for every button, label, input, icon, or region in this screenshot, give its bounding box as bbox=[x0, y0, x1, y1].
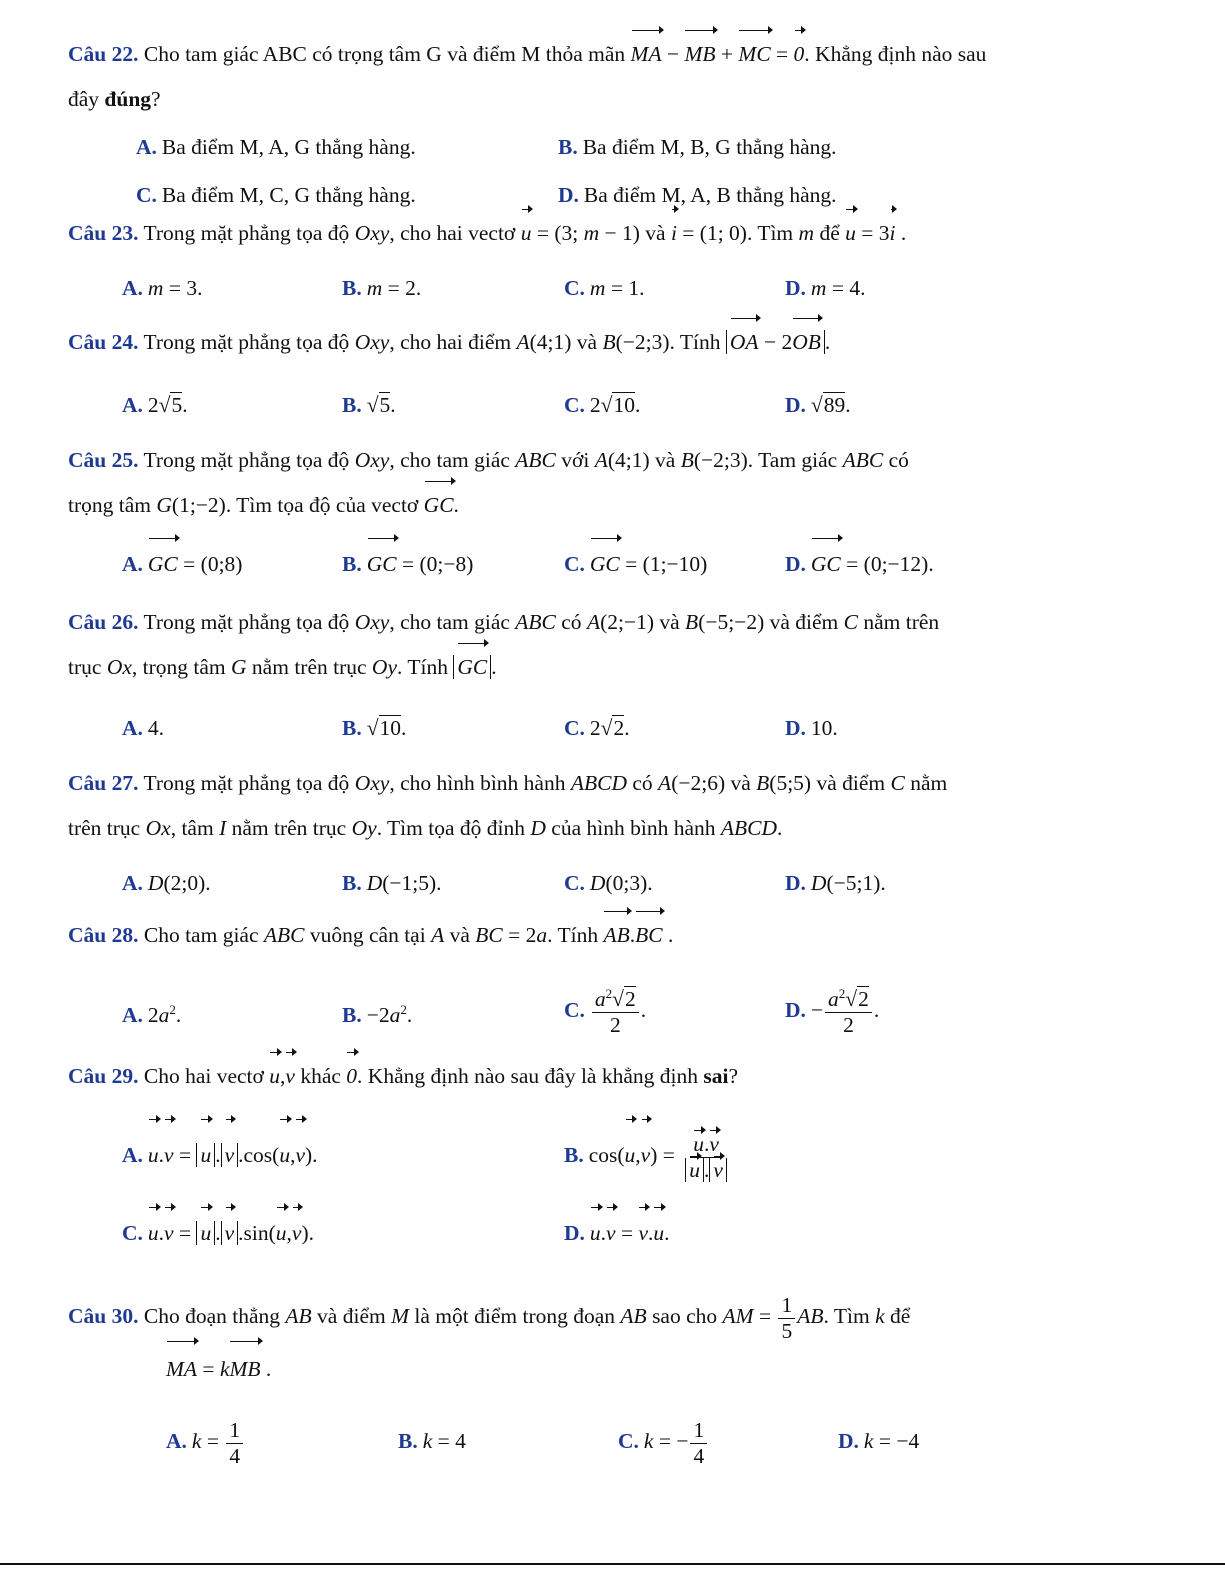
options-row bbox=[68, 264, 1158, 312]
option-d[interactable]: D. 10. bbox=[785, 716, 838, 740]
option-b[interactable]: B. k = 4 bbox=[398, 1429, 466, 1454]
option-b[interactable]: B. D(−1;5). bbox=[342, 871, 442, 895]
option-b[interactable]: B. cos(u,v) = $\frac{u.v}{u . v}$ bbox=[564, 1121, 732, 1189]
options-row bbox=[68, 704, 1158, 752]
option-c[interactable]: C. $\frac{a^2√2}{2}$ . bbox=[564, 985, 647, 1037]
options-row bbox=[68, 1121, 1158, 1189]
option-a[interactable]: A. $2a^2$. bbox=[122, 1002, 182, 1028]
options-row bbox=[68, 123, 1158, 171]
option-b[interactable]: B. √10. bbox=[342, 716, 407, 740]
option-c[interactable]: C. k = − $\frac{1}{4}$ bbox=[618, 1407, 709, 1475]
option-b[interactable]: B. m = 2. bbox=[342, 276, 422, 300]
option-d[interactable]: D. D(−5;1). bbox=[785, 871, 886, 895]
question-stem: Câu 30. Cho đoạn thẳng AB và điểm M là một điểm trong đoạn AB sao cho AM = $\frac{1}{5}$ AB. Tìm k để MA = kMB . bbox=[68, 1290, 1158, 1395]
question-stem: Câu 22. Cho tam giác ABC có trọng tâm G và điểm M thỏa mãn MA − MB + MC = 0. Khẳng định nào sau đây đúng? bbox=[68, 32, 1158, 122]
question-stem: Câu 28. Cho tam giác ABC vuông cân tại A và BC = 2a. Tính AB.BC . bbox=[68, 913, 1158, 958]
option-c[interactable]: C. u.v = u . v .sin(u,v). bbox=[122, 1209, 314, 1257]
option-a[interactable]: A. 2√5. bbox=[122, 393, 188, 417]
option-d[interactable]: D. Ba điểm M, A, B thẳng hàng. bbox=[558, 183, 837, 207]
options-row bbox=[68, 859, 1158, 907]
option-a[interactable]: A. u.v = u . v .cos(u,v). bbox=[122, 1121, 318, 1189]
option-a[interactable]: A. D(2;0). bbox=[122, 871, 211, 895]
option-c[interactable]: C. D(0;3). bbox=[564, 871, 653, 895]
options-row bbox=[68, 1209, 1158, 1257]
question-stem: Câu 26. Trong mặt phẳng tọa độ Oxy, cho tam giác ABC có A(2;−1) và B(−5;−2) và điểm C nằm trên trục Ox, trọng tâm G nằm trên trục Oy. Tính GC . bbox=[68, 600, 1158, 690]
option-d[interactable]: D. m = 4. bbox=[785, 276, 866, 300]
option-c[interactable]: C. Ba điểm M, C, G thẳng hàng. bbox=[136, 183, 416, 207]
option-c[interactable]: C. 2√2. bbox=[564, 716, 630, 740]
question-stem: Câu 29. Cho hai vectơ u,v khác 0. Khẳng định nào sau đây là khẳng định sai? bbox=[68, 1054, 1158, 1099]
question-26 bbox=[68, 600, 1158, 752]
question-22 bbox=[68, 32, 1158, 219]
question-stem: Câu 24. Trong mặt phẳng tọa độ Oxy, cho hai điểm A(4;1) và B(−2;3). Tính OA − 2OB . bbox=[68, 320, 1158, 365]
question-28 bbox=[68, 913, 1158, 1044]
option-b[interactable]: B. Ba điểm M, B, G thẳng hàng. bbox=[558, 135, 837, 159]
question-stem: Câu 27. Trong mặt phẳng tọa độ Oxy, cho hình bình hành ABCD có A(−2;6) và B(5;5) và điểm C nằm trên trục Ox, tâm I nằm trên trục Oy. Tìm tọa độ đỉnh D của hình bình hành ABCD. bbox=[68, 771, 948, 840]
question-25 bbox=[68, 438, 1158, 588]
option-b[interactable]: B. $-2a^2$. bbox=[342, 1002, 413, 1028]
option-c[interactable]: C. 2√10. bbox=[564, 393, 641, 417]
options-row bbox=[68, 381, 1158, 429]
vector-equation: MA − MB + MC = 0 bbox=[631, 42, 805, 66]
option-a[interactable]: A. Ba điểm M, A, G thẳng hàng. bbox=[136, 135, 416, 159]
option-d[interactable]: D. u.v = v.u. bbox=[564, 1209, 670, 1257]
option-a[interactable]: A. GC = (0;8) bbox=[122, 540, 242, 588]
option-d[interactable]: D. k = −4 bbox=[838, 1429, 920, 1454]
question-29 bbox=[68, 1054, 1158, 1257]
options-row bbox=[68, 540, 1158, 588]
option-d[interactable]: D. √89. bbox=[785, 393, 851, 417]
option-c[interactable]: C. GC = (1;−10) bbox=[564, 540, 707, 588]
option-c[interactable]: C. m = 1. bbox=[564, 276, 645, 300]
question-stem: Câu 23. Trong mặt phẳng tọa độ Oxy, cho hai vectơ u = (3; m − 1) và i = (1; 0). Tìm m để u = 3i . bbox=[68, 211, 1158, 256]
option-a[interactable]: A. 4. bbox=[122, 716, 165, 740]
option-d[interactable]: D. GC = (0;−12). bbox=[785, 540, 934, 588]
question-23 bbox=[68, 211, 1158, 312]
page-bottom-rule bbox=[0, 1563, 1225, 1565]
question-stem: Câu 25. Trong mặt phẳng tọa độ Oxy, cho tam giác ABC với A(4;1) và B(−2;3). Tam giác ABC có trọng tâm G(1;−2). Tìm tọa độ của vectơ GC. bbox=[68, 438, 1158, 528]
question-24 bbox=[68, 320, 1158, 429]
question-30 bbox=[68, 1290, 1158, 1475]
options-row bbox=[68, 1407, 1158, 1475]
option-b[interactable]: B. GC = (0;−8) bbox=[342, 540, 473, 588]
option-a[interactable]: A. k = $\frac{1}{4}$ bbox=[166, 1407, 245, 1475]
option-b[interactable]: B. √5. bbox=[342, 393, 396, 417]
option-a[interactable]: A. m = 3. bbox=[122, 276, 203, 300]
options-row bbox=[68, 976, 1158, 1044]
option-d[interactable]: D. − $\frac{a^2√2}{2}$ . bbox=[785, 985, 880, 1037]
question-27 bbox=[68, 761, 1158, 907]
